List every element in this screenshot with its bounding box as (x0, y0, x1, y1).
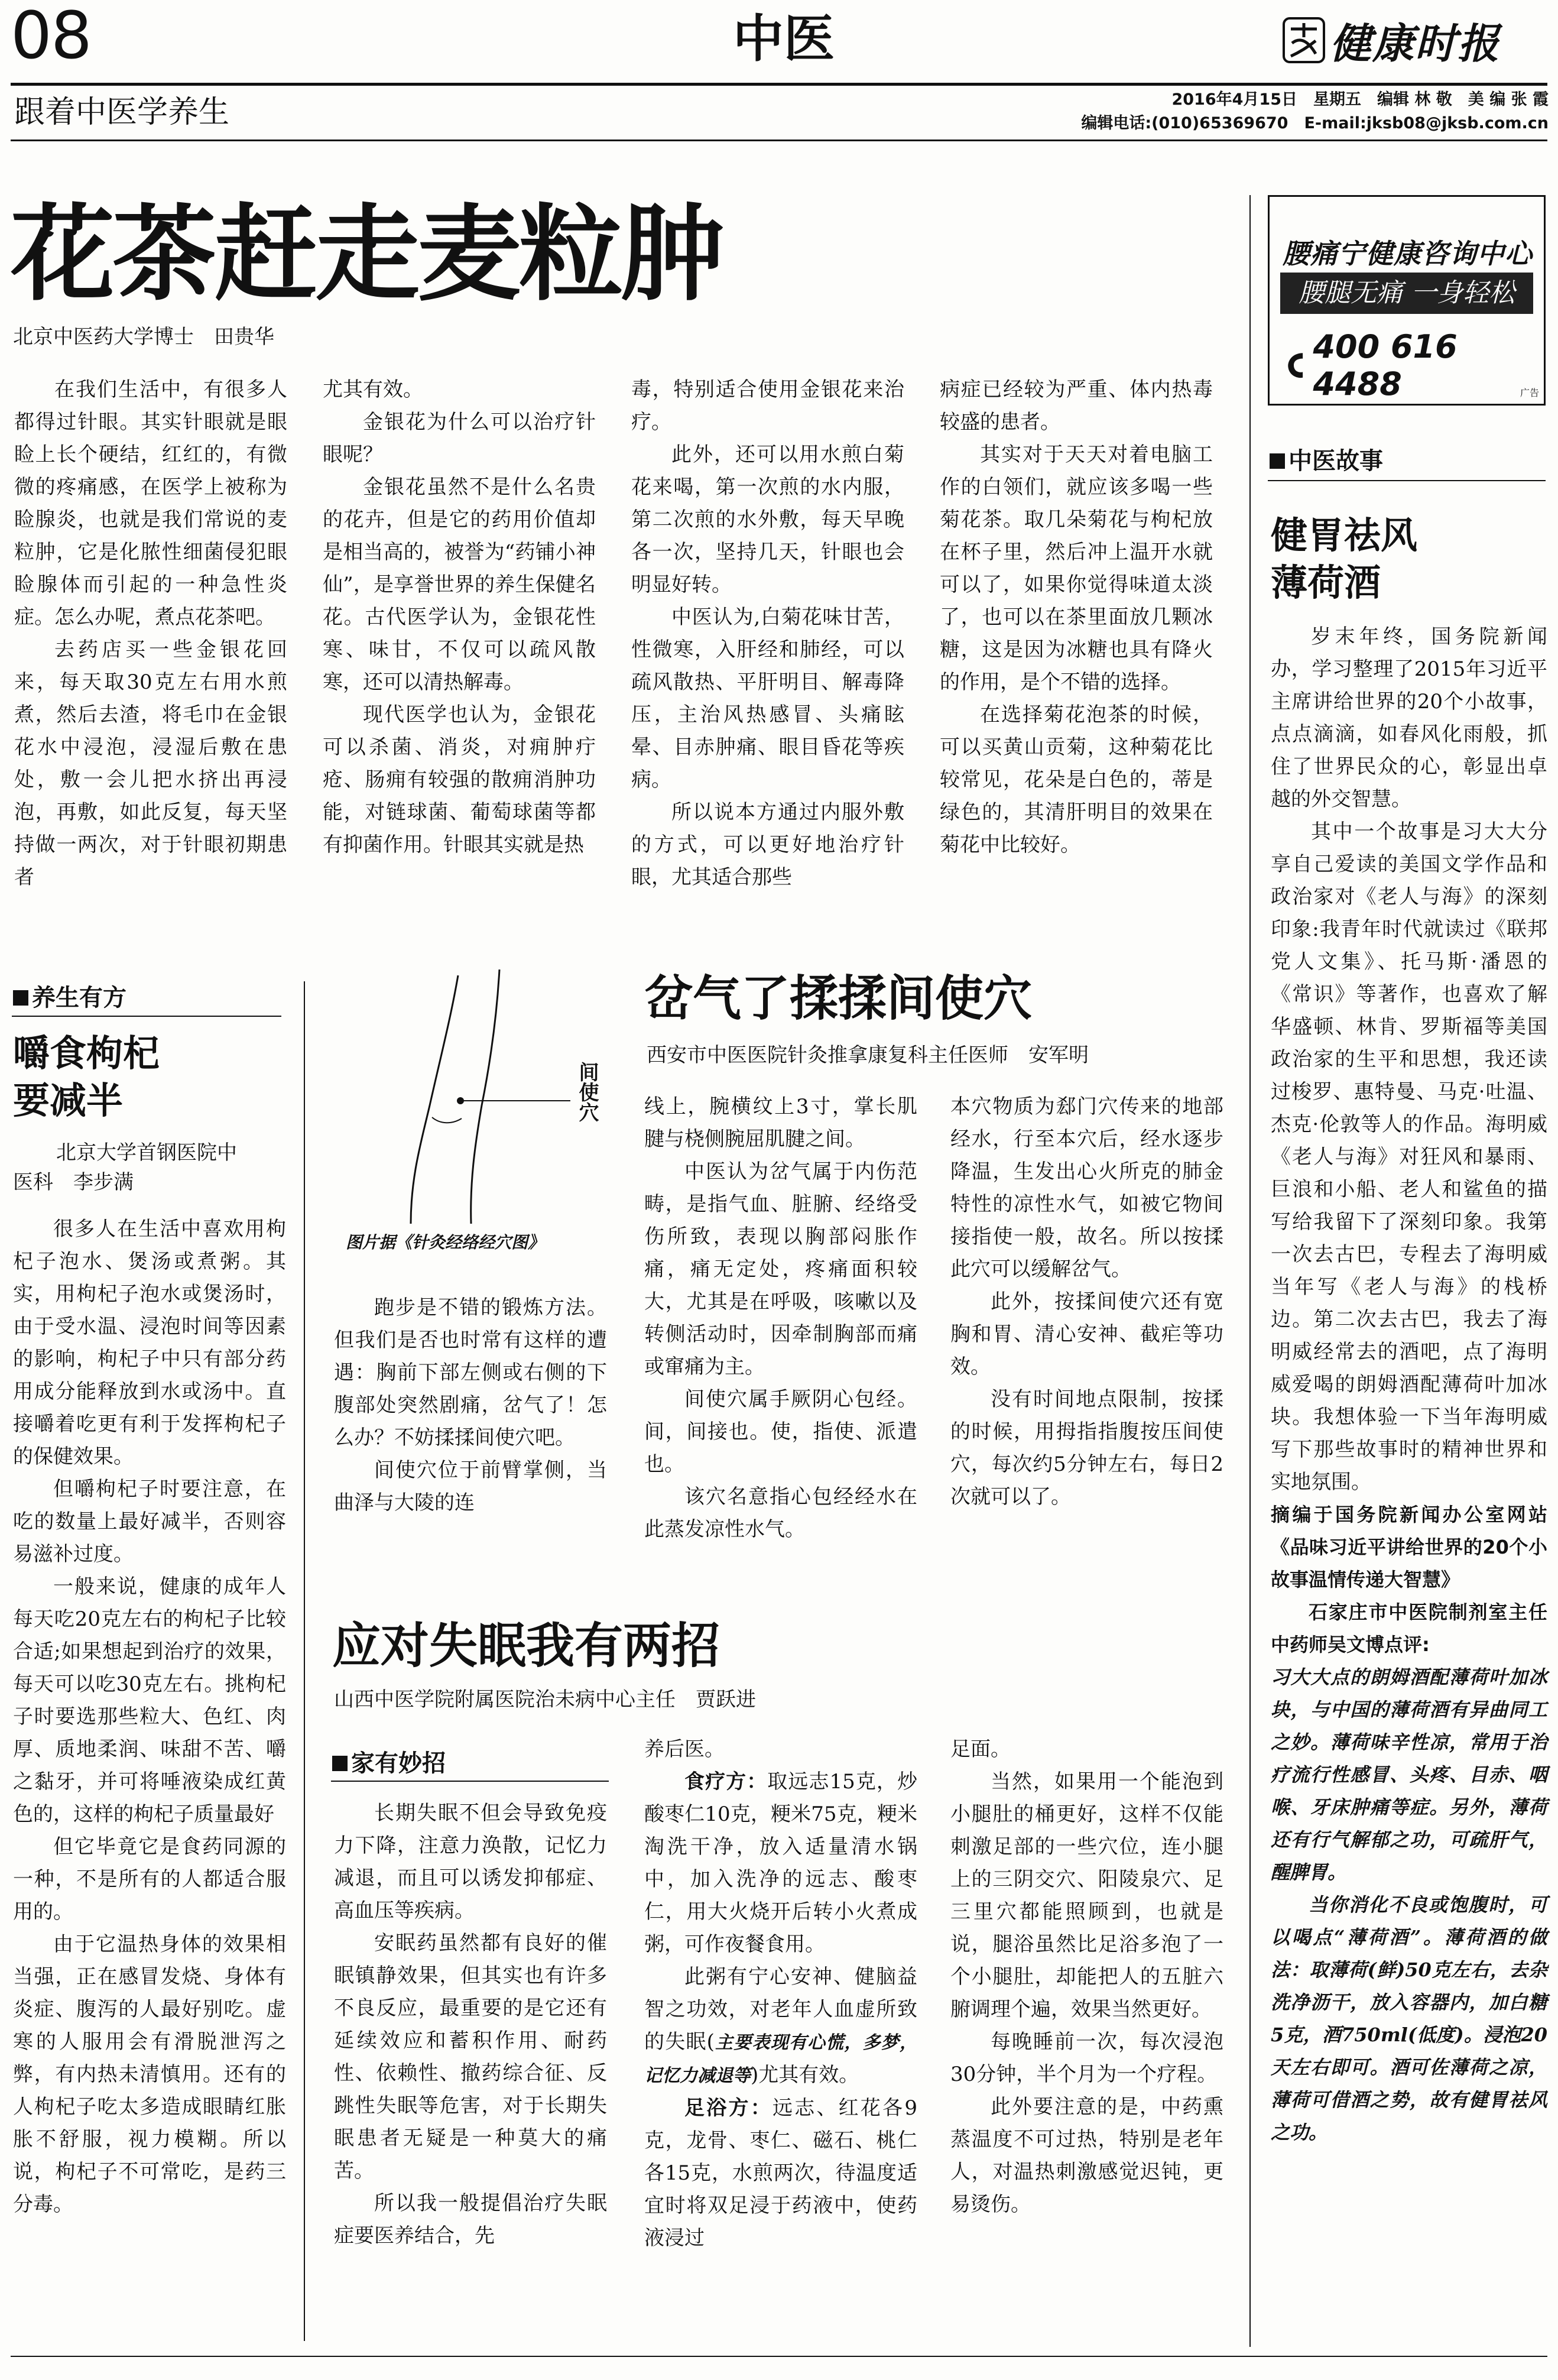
acupoint-label: 间使穴 (575, 1062, 599, 1122)
insomnia-byline: 山西中医学院附属医院治未病中心主任 贾跃进 (334, 1688, 756, 1711)
paragraph: 间使穴属手厥阴心包经。间，间接也。使，指使、派遣也。 (644, 1387, 917, 1476)
diet-effect-b: )尤其有效。 (751, 2063, 859, 2087)
newspaper-logo (1283, 11, 1500, 70)
comment-text: 习大大点的朗姆酒配薄荷叶加冰块，与中国的薄荷酒有异曲同工之妙。薄荷味辛性凉，常用于治疗流行性感冒、头疼、目赤、咽喉、牙床肿痛等症。另外，薄荷还有行气解郁之功，可疏肝气，醒脾胃。 (1271, 1666, 1547, 1883)
paragraph: 没有时间地点限制，按揉的时候，用拇指指腹按压间使穴，每次约5分钟左右，每日2次就可以了。 (950, 1387, 1223, 1509)
ad-phone-row (1284, 328, 1544, 403)
foot-paragraph (644, 2092, 917, 2255)
paragraph: 其中一个故事是习大大分享自己爱读的美国文学作品和政治家对《老人与海》的深刻印象:我青年时代就读过《联邦党人文集》、托马斯·潘恩的《常识》等著作，也喜欢了解华盛顿、林肯、罗斯福等美国政治家的生平和思想，我还读过梭罗、惠特曼、马克·吐温、杰克·伦敦等人的作品。海明威《老人与海》对狂风和暴雨、巨浪和小船、老人和鲨鱼的描写给我留下了深刻印象。我第一次去古巴，专程去了海明威当年写《老人与海》的栈桥边。第二次去古巴，我去了海明威经常去的酒吧，点了海明威爱喝的朗姆酒配薄荷叶加冰块。我想体验一下当年海明威写下那些故事时的精神世界和实地氛围。 (1271, 820, 1547, 1494)
paragraph: 金银花虽然不是什么名贵的花卉，但是它的药用价值却是相当高的，被誉为“药铺小神仙”，是享誉世界的养生保健名花。古代医学认为，金银花性寒、味甘，不仅可以疏风散寒，还可以清热解毒。 (323, 475, 596, 694)
goji-tag (13, 981, 126, 1014)
foot-text: 远志、红花各9克，龙骨、枣仁、磁石、桃仁各15克，水煎两次，待温度适宜时将双足浸于药液中，使药液浸过 (644, 2096, 918, 2250)
diet-label: 食疗方： (684, 1770, 768, 1794)
paragraph: 去药店买一些金银花回来，每天取30克左右用水煎煮，然后去渣，将毛巾在金银花水中浸泡，浸湿后敷在患处，敷一会儿把水挤出再浸泡，再敷，如此反复，每天坚持做一两次，对于针眼初期患者 (14, 638, 287, 889)
diet-paragraph (644, 1766, 917, 1961)
paragraph: 养后医。 (644, 1737, 725, 1761)
paragraph: 此外，还可以用水煎白菊花来喝，第一次煎的水内服，第二次煎的水外敷，每天早晚各一次，坚持几天，针眼也会明显好转。 (631, 443, 904, 596)
diet-effect-note: 主要表现有心慌，多梦，记忆力减退等 (644, 2032, 918, 2086)
paragraph: 本穴物质为郄门穴传来的地部经水，行至本穴后，经水逐步降温，生发出心火所克的肺金特性的凉性水气，如被它物间接指使一般，故名。所以按揉此穴可以缓解岔气。 (950, 1095, 1223, 1281)
main-col-3 (631, 374, 904, 894)
paragraph: 该穴名意指心包经经水在此蒸发凉性水气。 (644, 1485, 917, 1541)
forearm-illustration-icon (322, 969, 618, 1224)
paragraph: 病症已经较为严重、体内热毒较盛的患者。 (940, 378, 1213, 434)
comment-author: 石家庄市中医院制剂室主任中药师吴文博点评: (1271, 1601, 1547, 1656)
insomnia-col-2 (644, 1733, 917, 2255)
goji-tag-rule (12, 1016, 281, 1017)
story-tag-label: 中医故事 (1288, 448, 1383, 475)
main-col-2 (323, 374, 596, 861)
square-bullet-icon (332, 1756, 348, 1771)
paragraph: 间使穴位于前臂掌侧，当曲泽与大陵的连 (334, 1458, 607, 1515)
paragraph: 其实对于天天对着电脑工作的白领们，就应该多喝一些菊花茶。取几朵菊花与枸杞放在杯子里，然后冲上温开水就可以了，如果你觉得味道太淡了，也可以在茶里面放几颗冰糖，这是因为冰糖也具有降火的作用，是个不错的选择。 (940, 443, 1213, 694)
section-title: 中医 (733, 9, 835, 69)
logo-text: 健康时报 (1330, 18, 1500, 68)
insomnia-headline: 应对失眠我有两招 (332, 1618, 720, 1674)
acupoint-figure (322, 969, 618, 1252)
story-source: 摘编于国务院新闻办公室网站《品味习近平讲给世界的20个小故事温情传递大智慧》 (1271, 1503, 1547, 1591)
story-column-divider (1249, 195, 1251, 2347)
story-body (1271, 621, 1547, 2149)
paragraph: 中医认为岔气属于内伤范畴，是指气血、脏腑、经络受伤所致，表现以胸部闷胀作痛，痛无定处，疼痛面积较大，尤其是在呼吸，咳嗽以及转侧活动时，因牵制胸部而痛或窜痛为主。 (644, 1160, 917, 1379)
goji-byline-2: 医科 李步满 (13, 1170, 134, 1194)
ad-mark: 广告 (1520, 387, 1539, 398)
logo-seal-icon (1283, 17, 1325, 63)
square-bullet-icon (13, 990, 28, 1006)
paragraph: 很多人在生活中喜欢用枸杞子泡水、煲汤或煮粥。其实，用枸杞子泡水或煲汤时，由于受水温、浸泡时间等因素的影响，枸杞子中只有部分药用成分能释放到水或汤中。直接嚼着吃更有利于发挥枸杞子的保健效果。 (13, 1217, 286, 1468)
paragraph: 尤其有效。 (323, 378, 423, 401)
paragraph: 每晚睡前一次，每次浸泡30分钟，半个月为一个疗程。 (950, 2030, 1223, 2086)
ad-title: 腰痛宁健康咨询中心 (1283, 238, 1533, 270)
goji-body (13, 1213, 286, 2221)
insomnia-col-3 (950, 1733, 1223, 2221)
paragraph: 一般来说，健康的成年人每天吃20克左右的枸杞子比较合适;如果想起到治疗的效果，每天可以吃30克左右。挑枸杞子时要选那些粒大、色红、肉厚、质地柔润、味甜不苦、嚼之黏牙，并可将唾液染成红黄色的，这样的枸杞子质量最好 (13, 1575, 286, 1826)
paragraph: 线上，腕横纹上3寸，掌长肌腱与桡侧腕屈肌腱之间。 (644, 1095, 917, 1151)
diet-text: 取远志15克，炒酸枣仁10克，粳米75克，粳米淘洗干净，放入适量清水锅中，加入洗净的远志、酸枣仁，用大火烧开后转小火煮成粥，可作夜餐食用。 (644, 1770, 918, 1956)
ad-box (1268, 195, 1546, 406)
goji-column-divider (304, 981, 305, 2341)
header-rule-top (11, 83, 1547, 86)
story-title-2: 薄荷酒 (1271, 561, 1381, 604)
paragraph: 由于它温热身体的效果相当强，正在感冒发烧、身体有炎症、腹泻的人最好别吃。虚寒的人服用会有滑脱泄泻之弊，有内热未清慎用。还有的人枸杞子吃太多造成眼睛红胀胀不舒服，视力模糊。所以说，枸杞子不可常吃，是药三分毒。 (13, 1932, 286, 2216)
paragraph: 足面。 (950, 1737, 1011, 1761)
page-bottom-rule (11, 2356, 1547, 2357)
phone-icon (1284, 350, 1309, 381)
paragraph: 安眠药虽然都有良好的催眠镇静效果，但其实也有许多不良反应，最重要的是它还有延续效应和蓄积作用、耐药性、依赖性、撤药综合征、反跳性失眠等危害，对于长期失眠患者无疑是一种莫大的痛苦。 (334, 1931, 607, 2183)
paragraph: 在我们生活中，有很多人都得过针眼。其实针眼就是眼睑上长个硬结，红红的，有微微的疼痛感，在医学上被称为睑腺炎，也就是我们常说的麦粒肿，它是化脓性细菌侵犯眼睑腺体而引起的一种急性炎症。怎么办呢，煮点花茶吧。 (14, 378, 287, 629)
goji-title-1: 嚼食枸杞 (13, 1032, 160, 1075)
main-col-1 (14, 374, 287, 894)
square-bullet-icon (1270, 453, 1285, 469)
acupoint-col-a (334, 1292, 607, 1519)
main-col-4 (940, 374, 1213, 861)
story-tag (1270, 445, 1383, 478)
paragraph: 现代医学也认为，金银花可以杀菌、消炎，对痈肿疔疮、肠痈有较强的散痈消肿功能，对链球菌、葡萄球菌等都有抑菌作用。针眼其实就是热 (323, 703, 596, 857)
paragraph: 在选择菊花泡茶的时候，可以买黄山贡菊，这种菊花比较常见，花朵是白色的，蒂是绿色的，其清肝明目的效果在菊花中比较好。 (940, 703, 1213, 857)
paragraph: 中医认为,白菊花味甘苦，性微寒，入肝经和肺经，可以疏风散热、平肝明目、解毒降压，主治风热感冒、头痛眩晕、目赤肿痛、眼目昏花等疾病。 (631, 605, 904, 792)
paragraph: 但嚼枸杞子时要注意，在吃的数量上最好减半，否则容易滋补过度。 (13, 1477, 286, 1566)
goji-tag-label: 养生有方 (32, 984, 126, 1011)
paragraph: 此外要注意的是，中药熏蒸温度不可过热，特别是老年人，对温热刺激感觉迟钝，更易烫伤。 (950, 2095, 1223, 2216)
acupoint-byline: 西安市中医医院针灸推拿康复科主任医师 安军明 (647, 1043, 1089, 1067)
diet-effect-paragraph (644, 1961, 917, 2092)
acupoint-col-c (950, 1091, 1223, 1513)
ad-phone: 400 616 4488 (1313, 328, 1458, 403)
foot-label: 足浴方： (684, 2096, 772, 2120)
paragraph: 当然，如果用一个能泡到小腿肚的桶更好，这样不仅能刺激足部的一些穴位，连小腿上的三阴交穴、阳陵泉穴、足三里穴都能照顾到，也就是说，腿浴虽然比足浴多泡了一个小腿肚，却能把人的五脏六腑调理个遍，效果当然更好。 (950, 1770, 1223, 2021)
paragraph: 跑步是不错的锻炼方法。但我们是否也时常有这样的遭遇：胸前下部左侧或右侧的下腹部处突然剧痛，岔气了！怎么办？不妨揉揉间使穴吧。 (334, 1296, 607, 1450)
paragraph: 所以我一般提倡治疗失眠症要医养结合，先 (334, 2191, 607, 2248)
paragraph: 岁末年终，国务院新闻办，学习整理了2015年习近平主席讲给世界的20个小故事，点点滴滴，如春风化雨般，抓住了世界民众的心，彰显出卓越的外交智慧。 (1271, 625, 1547, 811)
date-line: 2016年4月15日 星期五 编辑 林 敬 美 编 张 霞 (1171, 90, 1549, 109)
goji-title-2: 要减半 (13, 1079, 124, 1122)
insomnia-tag-label: 家有妙招 (351, 1750, 446, 1777)
main-byline: 北京中医药大学博士 田贵华 (13, 325, 274, 349)
story-tag-rule (1268, 480, 1546, 481)
page-number: 08 (11, 0, 91, 73)
acupoint-col-b (644, 1091, 917, 1546)
column-name: 跟着中医学养生 (14, 95, 230, 130)
diet-effect-a: 此粥有宁心安神、健脑益智之功效，对老年人血虚所致的失眠( (644, 1965, 917, 2054)
paragraph: 长期失眠不但会导致免疫力下降，注意力涣散，记忆力减退，而且可以诱发抑郁症、高血压等疾病。 (334, 1801, 607, 1922)
insomnia-tag (332, 1747, 446, 1780)
paragraph: 此外，按揉间使穴还有宽胸和胃、清心安神、截疟等功效。 (950, 1290, 1223, 1379)
contact-line: 编辑电话:(010)65369670 E-mail:jksb08@jksb.com.cn (1081, 114, 1549, 132)
insomnia-col-1 (334, 1797, 607, 2252)
paragraph: 毒，特别适合使用金银花来治疗。 (631, 378, 904, 434)
insomnia-tag-rule (331, 1781, 609, 1782)
comment-text-2: 当你消化不良或饱腹时，可以喝点“薄荷酒”。薄荷酒的做法：取薄荷(鲜)50克左右，去杂洗净沥干，放入容器内，加白糖5克，酒750ml(低度)。浸泡20天左右即可。酒可佐薄荷之凉，薄荷可借酒之势，故有健胃祛风之功。 (1271, 1893, 1547, 2144)
main-headline: 花茶赶走麦粒肿 (11, 193, 723, 315)
paragraph: 金银花为什么可以治疗针眼呢？ (323, 410, 596, 466)
acupoint-headline: 岔气了揉揉间使穴 (644, 971, 1033, 1027)
ad-slogan: 腰腿无痛 一身轻松 (1280, 273, 1533, 314)
story-title-1: 健胃祛风 (1271, 514, 1418, 557)
figure-caption: 图片据《针灸经络经穴图》 (346, 1233, 545, 1252)
paragraph: 但它毕竟它是食药同源的一种，不是所有的人都适合服用的。 (13, 1835, 286, 1924)
paragraph: 所以说本方通过内服外敷的方式，可以更好地治疗针眼，尤其适合那些 (631, 800, 904, 889)
goji-byline-1: 北京大学首钢医院中 (56, 1141, 237, 1165)
header-rule-bottom (11, 140, 1547, 141)
